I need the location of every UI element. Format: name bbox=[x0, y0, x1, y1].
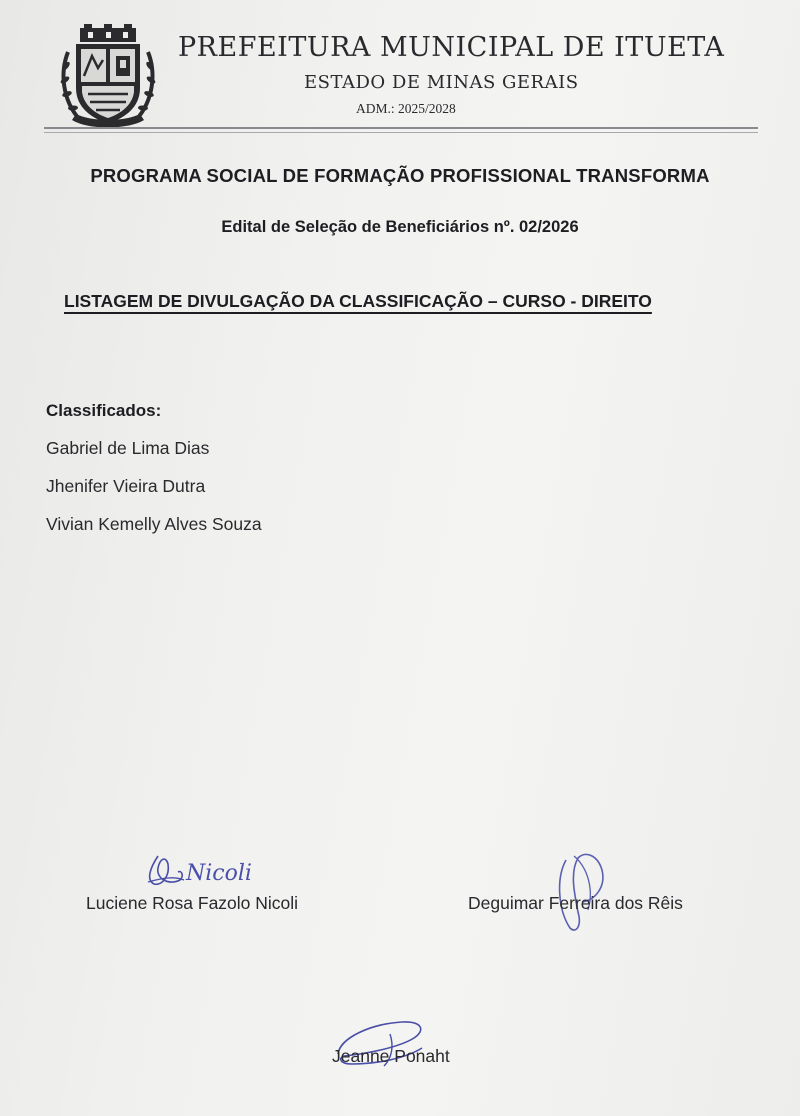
signatory-bottom-name: Jeanne Ponaht bbox=[332, 1046, 450, 1066]
header-administration: ADM.: 2025/2028 bbox=[356, 101, 456, 116]
header-title: PREFEITURA MUNICIPAL DE ITUETA bbox=[178, 32, 725, 63]
classified-heading: Classificados: bbox=[46, 401, 162, 420]
classified-name: Gabriel de Lima Dias bbox=[46, 438, 210, 458]
signature-left-script: Nicoli bbox=[186, 861, 252, 886]
classified-name: Vivian Kemelly Alves Souza bbox=[46, 514, 262, 534]
signatory-right-name: Deguimar Ferreira dos Rêis bbox=[468, 893, 683, 913]
header-state: ESTADO DE MINAS GERAIS bbox=[304, 72, 579, 93]
edital-title: Edital de Seleção de Beneficiários nº. 02/2026 bbox=[221, 218, 579, 236]
header-divider-secondary bbox=[44, 132, 758, 133]
classified-name: Jhenifer Vieira Dutra bbox=[46, 476, 206, 496]
coat-of-arms-icon bbox=[58, 22, 158, 130]
header-divider bbox=[44, 127, 758, 129]
signatory-left-name: Luciene Rosa Fazolo Nicoli bbox=[86, 893, 299, 913]
program-title: PROGRAMA SOCIAL DE FORMAÇÃO PROFISSIONAL TRANSFORMA bbox=[90, 165, 710, 186]
signature-left bbox=[140, 846, 270, 896]
classified-list bbox=[46, 437, 262, 551]
listing-title: LISTAGEM DE DIVULGAÇÃO DA CLASSIFICAÇÃO – CURSO - DIREITO bbox=[64, 291, 652, 311]
